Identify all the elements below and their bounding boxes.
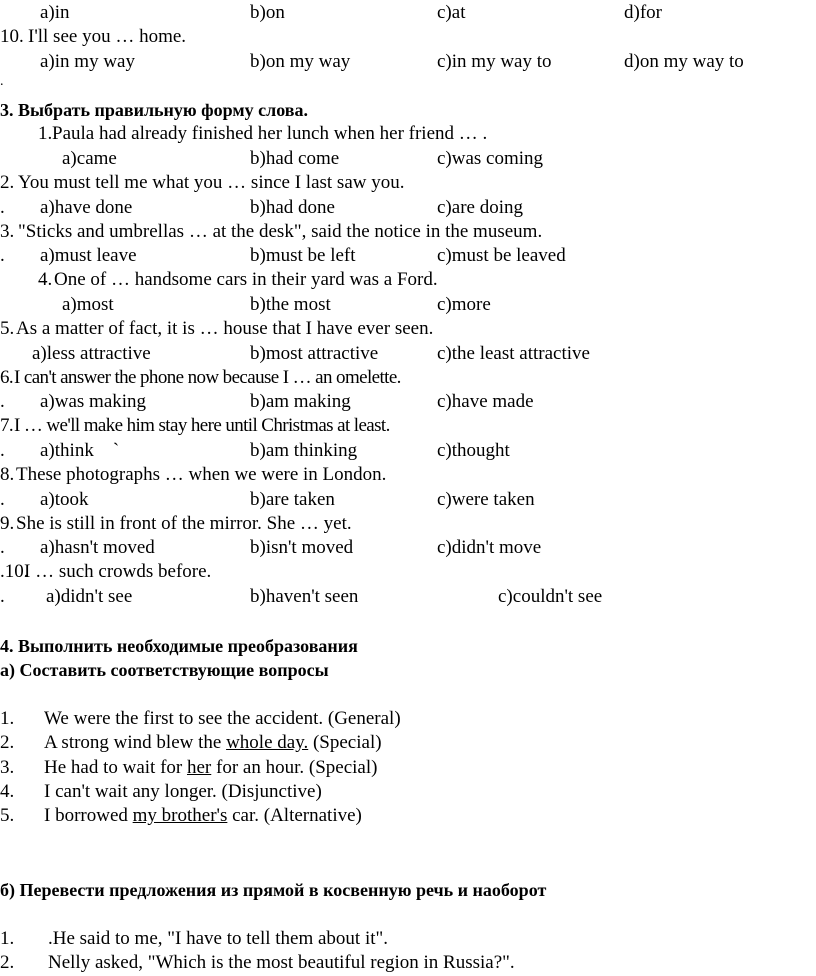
list-number: 3. [0,757,15,778]
list-number: 2. [0,732,15,753]
underlined-word: my brother's [132,805,228,826]
question-number: .10. [0,561,29,582]
list-number: 5. [0,805,15,826]
option-d: d)on my way to [624,51,744,72]
question-text: These photographs … when we were in London. [16,464,387,485]
option-b: b)must be left [250,245,356,266]
option-c: c)couldn't see [498,586,603,607]
line-dot: . [0,197,5,218]
question-number: 2. [0,172,15,193]
list-item: I borrowed my brother's car. (Alternative) [44,805,362,826]
option-c: c)at [437,2,466,23]
option-a: a)have done [40,197,133,218]
option-c: c)in my way to [437,51,552,72]
question-text: I … such crowds before. [24,561,212,582]
subsection-b-title: б) Перевести предложения из прямой в косвенную речь и наоборот [0,880,547,900]
question-text: Paula had already finished her lunch when her friend … . [52,123,488,144]
question-number: 5. [0,318,15,339]
underlined-word: whole day. [226,732,309,753]
option-c: c)more [437,294,491,315]
option-c: c)the least attractive [437,343,590,364]
option-c: c)were taken [437,489,535,510]
question-number: 6. [0,367,14,388]
option-b: b)are taken [250,489,335,510]
list-item: A strong wind blew the whole day. (Special) [44,732,382,753]
question-number: 8. [0,464,15,485]
option-c: c)didn't move [437,537,542,558]
line-dot: . [0,245,5,266]
option-c: c)must be leaved [437,245,566,266]
option-b: b)on my way [250,51,351,72]
question-number: 1. [38,123,53,144]
list-number: 2. [0,952,15,973]
option-a: a)in my way [40,51,135,72]
line-dot: . [0,537,5,558]
list-number: 1. [0,708,15,729]
option-b: b)had come [250,148,340,169]
list-item: He had to wait for her for an hour. (Special) [44,757,378,778]
underlined-word: her [186,757,212,778]
option-d: d)for [624,2,662,23]
list-number: 1. [0,928,15,949]
line-dot: . [0,586,5,607]
option-b: b)on [250,2,285,23]
question-number: 3. [0,221,15,242]
question-text: I can't answer the phone now because I … an omelette. [14,367,401,388]
option-a: a)in [40,2,70,23]
section-4-title: 4. Выполнить необходимые преобразования [0,636,358,656]
option-a: a)must leave [40,245,137,266]
option-a: a)was making [40,391,147,412]
line-dot: . [0,391,5,412]
list-item: .He said to me, "I have to tell them about it". [48,928,389,949]
option-a: a)less attractive [32,343,151,364]
option-b: b)most attractive [250,343,379,364]
option-b: b)had done [250,197,335,218]
option-b: b)haven't seen [250,586,359,607]
question-text: You must tell me what you … since I last saw you. [18,172,405,193]
list-item: We were the first to see the accident. (General) [44,708,401,729]
option-b: b)am thinking [250,440,358,461]
option-c: c)are doing [437,197,523,218]
option-a: a)took [40,489,89,510]
option-c: c)thought [437,440,510,461]
option-a: a)think ` [40,440,120,461]
option-a: a)didn't see [46,586,133,607]
line-dot: . [0,440,5,461]
question-text: She is still in front of the mirror. She … yet. [16,513,352,534]
question-number: 10. [0,26,24,47]
question-text: "Sticks and umbrellas … at the desk", said the notice in the museum. [18,221,543,242]
list-number: 4. [0,781,15,802]
question-number: 7. [0,415,14,436]
option-b: b)the most [250,294,331,315]
option-a: a)came [62,148,117,169]
question-text: I … we'll make him stay here until Christmas at least. [14,415,390,436]
list-item: I can't wait any longer. (Disjunctive) [44,781,322,802]
line-dot: . [0,489,5,510]
option-c: c)have made [437,391,534,412]
option-b: b)am making [250,391,351,412]
subsection-a-title: а) Составить соответствующие вопросы [0,660,329,680]
question-number: 9. [0,513,15,534]
list-item: Nelly asked, "Which is the most beautiful region in Russia?". [48,952,515,973]
question-text: I'll see you … home. [28,26,187,47]
stray-dot: . [0,74,4,89]
option-b: b)isn't moved [250,537,354,558]
option-a: a)most [62,294,114,315]
question-text: One of … handsome cars in their yard was a Ford. [54,269,438,290]
option-c: c)was coming [437,148,544,169]
question-number: 4. [38,269,53,290]
section-3-title: 3. Выбрать правильную форму слова. [0,100,308,120]
question-text: As a matter of fact, it is … house that I have ever seen. [16,318,434,339]
option-a: a)hasn't moved [40,537,155,558]
